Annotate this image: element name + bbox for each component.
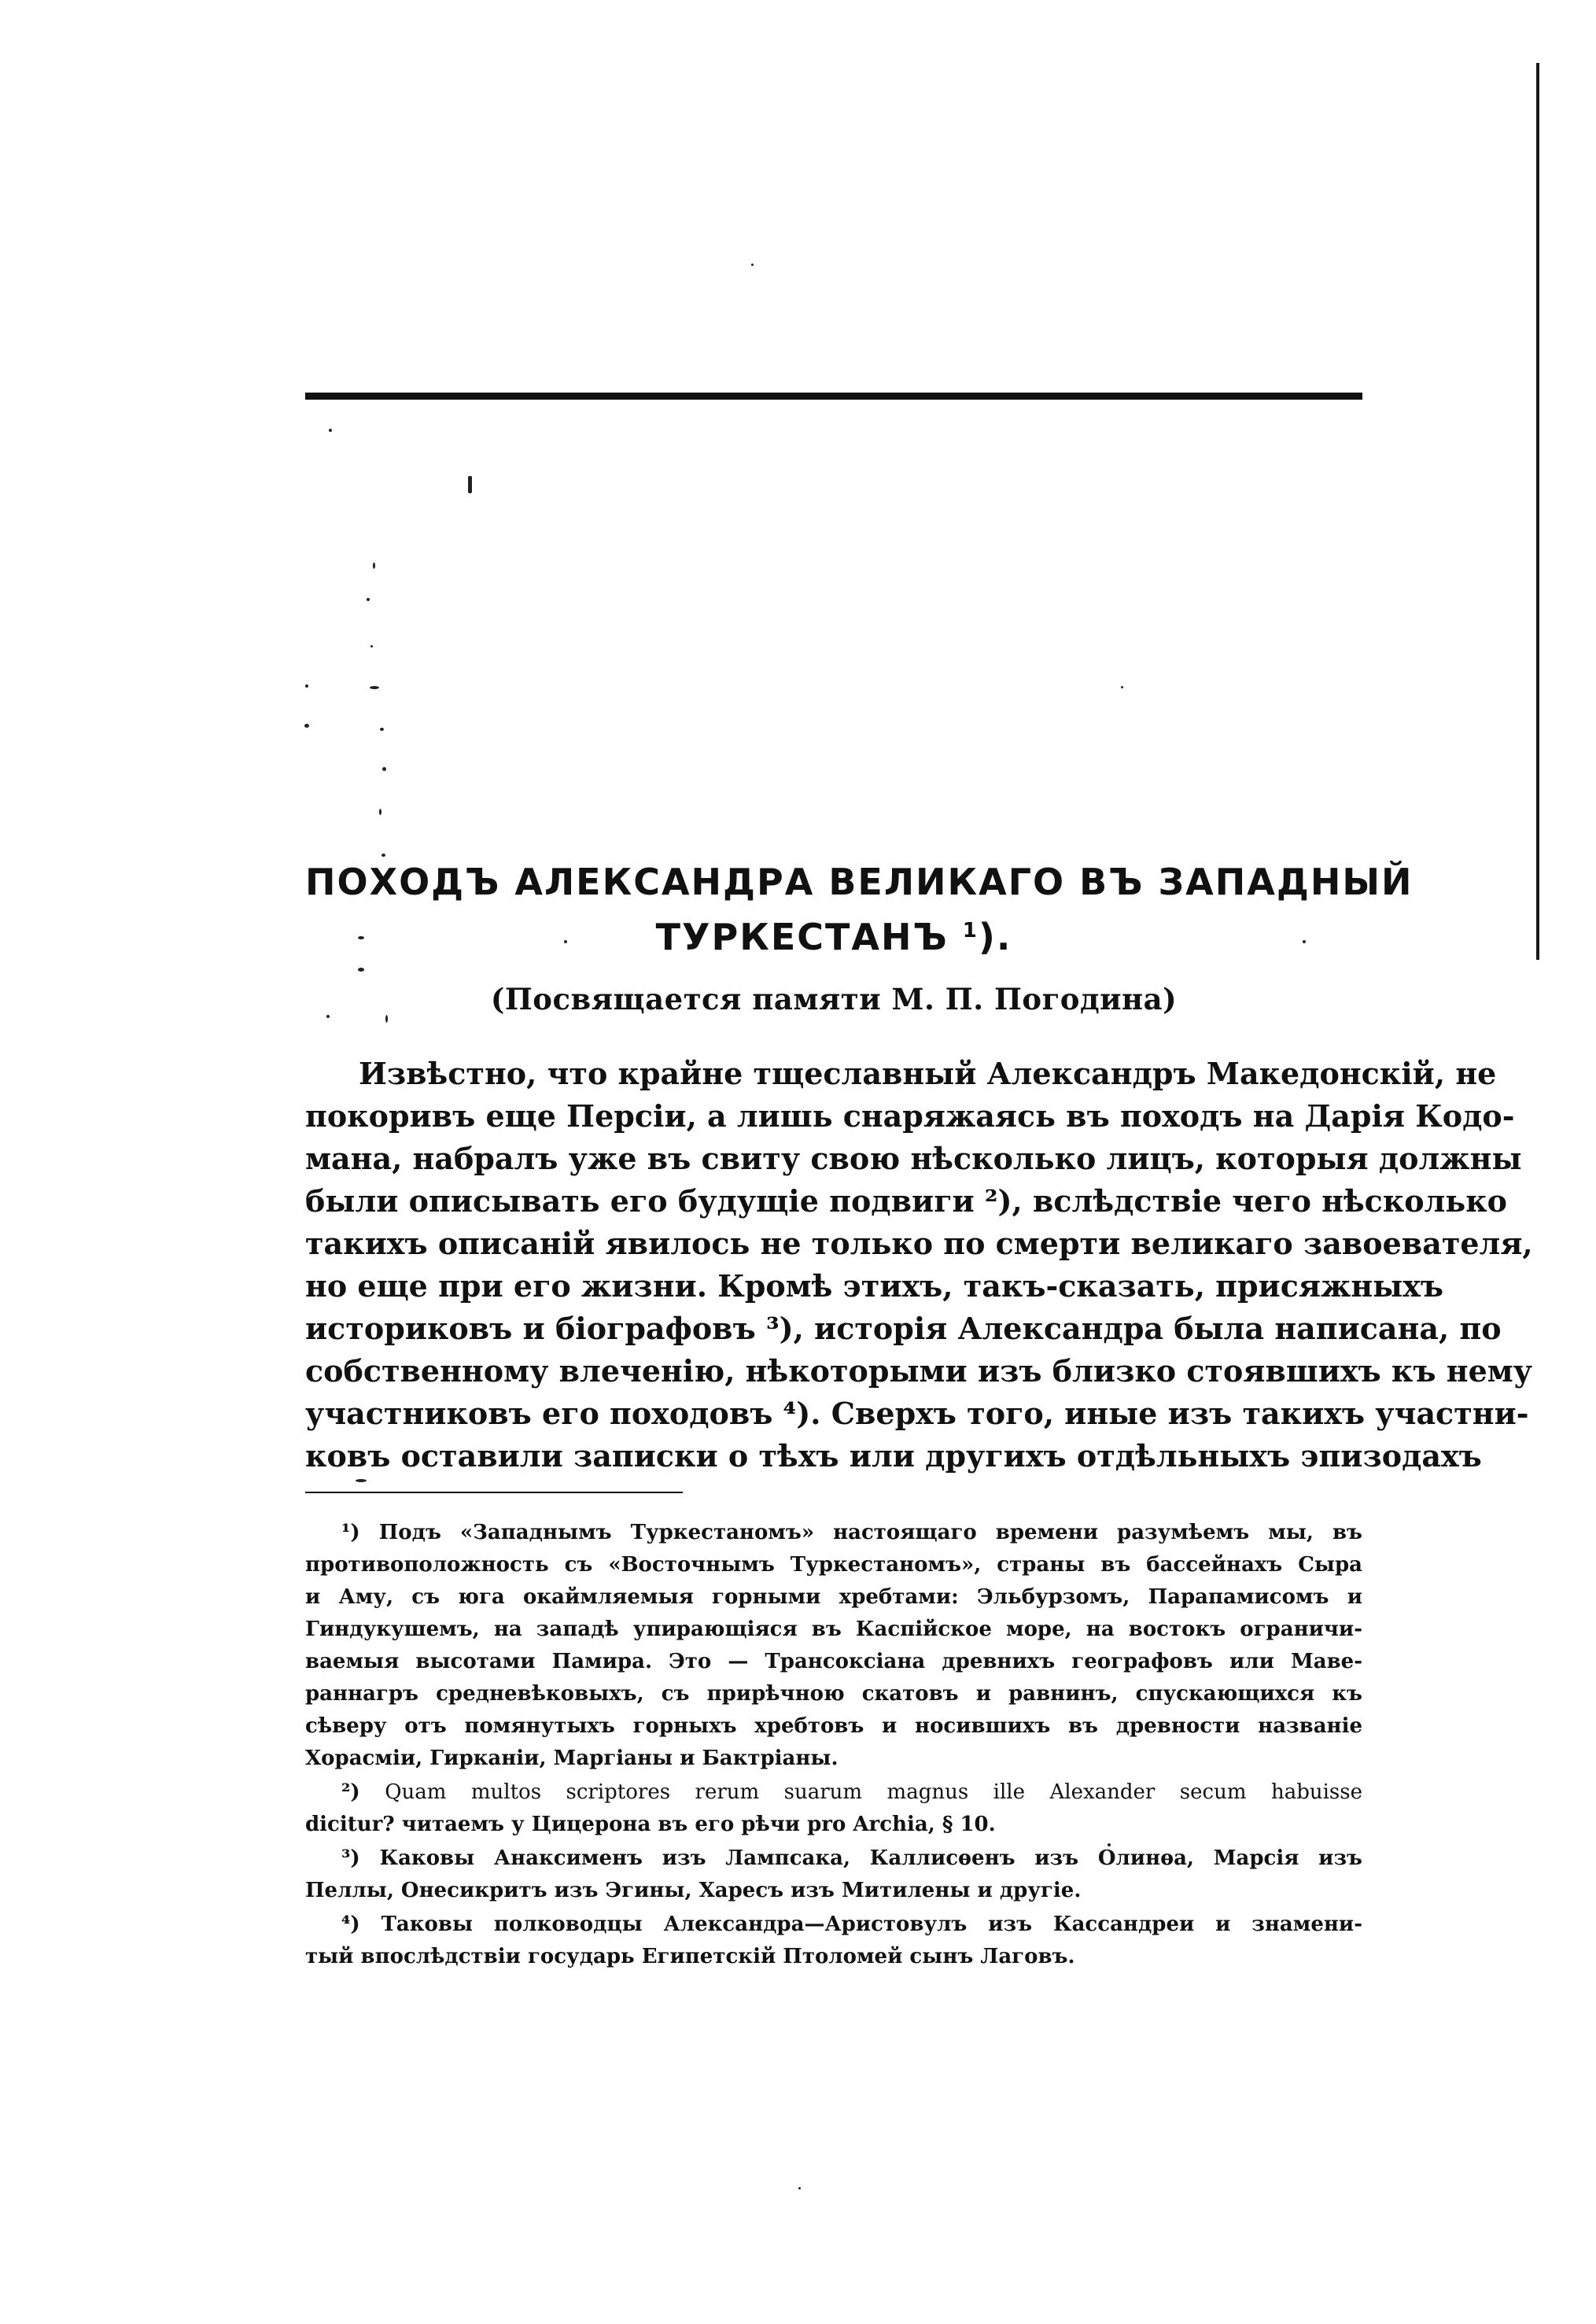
body-line: историковъ и біографовъ ³), исторія Александра была написана, по — [305, 1311, 1502, 1346]
footnote-line: Хорасміи, Гирканіи, Маргіаны и Бактріаны. — [305, 1747, 839, 1770]
body-line: собственному влеченію, нѣкоторыми изъ близко стоявшихъ къ нему — [305, 1353, 1533, 1389]
footnote-line: противоположность съ «Восточнымъ Туркестаномъ», страны въ бассейнахъ Сыра — [305, 1553, 1362, 1577]
footnote-line: dicitur? читаемъ у Цицерона въ его рѣчи pro Archia, § 10. — [305, 1813, 996, 1836]
header-rule — [305, 393, 1362, 400]
footnote-line — [305, 1517, 1362, 1549]
footnote-line: сѣверу отъ помянутыхъ горныхъ хребтовъ и носившихъ въ древности названіе — [305, 1714, 1362, 1738]
footnotes — [305, 1517, 1362, 1975]
scan-speck — [305, 684, 308, 688]
footnote-1 — [305, 1517, 1362, 1775]
body-line: были описывать его будущіе подвиги ²), вслѣдствіе чего нѣсколько — [305, 1183, 1507, 1219]
footnote-line: раннагръ средневѣковыхъ, съ прирѣчною скатовъ и равнинъ, спускающихся къ — [305, 1682, 1362, 1706]
footnote-line: ваемыя высотами Памира. Это — Трансоксіана древнихъ географовъ или Мавe- — [305, 1650, 1362, 1673]
footnote-text: Каковы Анаксименъ изъ Лампсака, Каллисѳенъ изъ Олинѳа, Марсія изъ — [379, 1846, 1362, 1870]
footnote-line — [305, 1843, 1362, 1875]
scan-speck — [379, 809, 381, 815]
body-line: такихъ описаній явилось не только по смерти великаго завоевателя, — [305, 1226, 1533, 1261]
footnote-line: Пеллы, Онесикритъ изъ Эгины, Харесъ изъ Митилены и другіе. — [305, 1879, 1082, 1902]
body-paragraph — [305, 1053, 1533, 1477]
title-line-1: ПОХОДЪ АЛЕКСАНДРА ВЕЛИКАГО ВЪ ЗАПАДНЫЙ — [305, 861, 1414, 903]
footnote-line — [305, 1776, 1362, 1809]
title-footnote-marker: 1 — [962, 919, 979, 943]
scan-speck — [356, 1479, 367, 1482]
footnote-3 — [305, 1843, 1362, 1907]
scan-speck — [358, 968, 364, 972]
footnote-separator — [305, 1492, 683, 1493]
scan-speck — [370, 686, 379, 689]
title-closing: ). — [978, 916, 1012, 958]
body-line: ковъ оставили записки о тѣхъ или другихъ отдѣльныхъ эпизодахъ — [305, 1438, 1482, 1474]
dedication: (Посвящается памяти М. П. Погодина) — [490, 982, 1178, 1016]
footnote-text: Quam multos scriptores rerum suarum magnus ille Alexander secum habuisse — [385, 1780, 1362, 1804]
footnote-4 — [305, 1909, 1362, 1973]
scan-speck — [382, 767, 386, 771]
body-line: мана, набралъ уже въ свиту свою нѣсколько лицъ, которыя должны — [305, 1141, 1522, 1176]
scan-speck — [304, 724, 309, 728]
footnote-2 — [305, 1776, 1362, 1841]
scan-speck — [751, 264, 754, 266]
footnote-line: Гиндукушемъ, на западѣ упирающіяся въ Каспійское море, на востокъ ограничи- — [305, 1618, 1362, 1641]
article-title — [305, 858, 1414, 961]
footnote-text: Таковы полководцы Александра—Аристовулъ изъ Кассандреи и знамени- — [381, 1913, 1362, 1936]
scan-speck — [367, 598, 370, 601]
scan-speck — [373, 563, 375, 569]
footnote-marker: ¹) — [341, 1521, 360, 1544]
body-line: но еще при его жизни. Кромѣ этихъ, такъ-сказать, присяжныхъ — [305, 1268, 1444, 1304]
body-line: Извѣстно, что крайне тщеславный Александръ Македонскій, не — [359, 1056, 1497, 1091]
page-edge-line — [1536, 63, 1539, 960]
footnote-marker: ⁴) — [341, 1913, 360, 1936]
footnote-line: и Аму, съ юга окаймляемыя горными хребтами: Эльбурзомъ, Парапамисомъ и — [305, 1585, 1362, 1609]
body-line: участниковъ его походовъ ⁴). Сверхъ того, иные изъ такихъ участни- — [305, 1396, 1529, 1431]
scan-speck — [468, 476, 472, 493]
scan-speck — [380, 728, 384, 731]
scan-speck — [798, 2187, 801, 2189]
title-line-2-text: ТУРКЕСТАНЪ — [655, 916, 949, 958]
scan-speck — [329, 429, 332, 432]
footnote-line: тый впослѣдствіи государь Египетскій Птоломей сынъ Лаговъ. — [305, 1945, 1075, 1968]
body-line: покоривъ еще Персіи, а лишь снаряжаясь въ походъ на Дарія Кодо- — [305, 1098, 1515, 1134]
scan-speck — [370, 645, 373, 647]
footnote-marker: ²) — [341, 1780, 360, 1804]
footnote-line — [305, 1909, 1362, 1941]
scan-speck — [1121, 686, 1123, 688]
footnote-marker: ³) — [341, 1846, 360, 1870]
scan-speck — [381, 854, 385, 857]
title-line-2 — [305, 906, 1362, 961]
footnote-text: Подъ «Западнымъ Туркестаномъ» настоящаго времени разумѣемъ мы, въ — [378, 1521, 1362, 1544]
